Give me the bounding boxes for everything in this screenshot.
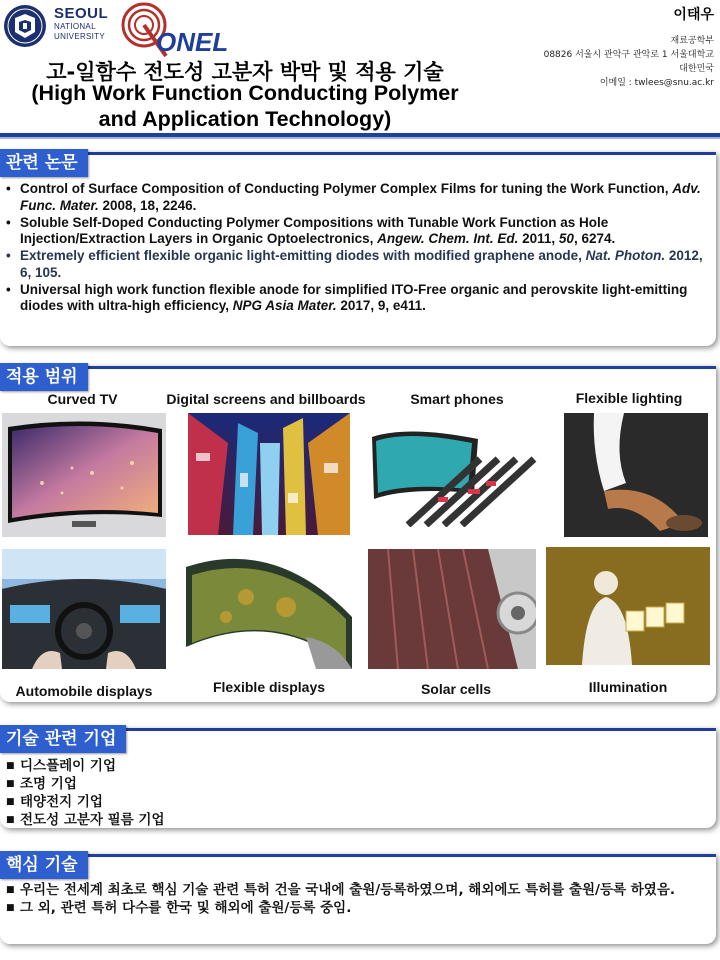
label-flexible-displays: Flexible displays xyxy=(212,679,326,695)
related-companies-section xyxy=(0,728,716,828)
automobile-display-image xyxy=(2,549,166,669)
paper-item: • Extremely efficient flexible organic light-emitting diodes with modified graphene anode, Nat. Photon. 2012, 6, 105. xyxy=(6,248,710,281)
label-smart-phones: Smart phones xyxy=(410,391,504,407)
paper-list xyxy=(6,181,710,315)
contact-email[interactable]: 이메일 : twlees@snu.ac.kr xyxy=(599,78,714,88)
company-item: ■ 디스플레이 기업 xyxy=(6,757,708,775)
core-tech-item: ■ 그 외, 관련 특허 다수를 한국 및 해외에 출원/등록 중임. xyxy=(6,899,708,917)
contact-name: 이태우 xyxy=(673,7,714,23)
label-automobile-displays: Automobile displays xyxy=(15,683,153,699)
flexible-lighting-image xyxy=(564,413,708,537)
company-list xyxy=(6,757,708,829)
paper-item: • Universal high work function flexible anode for simplified ITO-Free organic and perovskite light-emitting diodes with ultra-high efficiency, NPG Asia Mater. 2017, 9, e411. xyxy=(6,282,710,315)
paper-item: • Control of Surface Composition of Conducting Polymer Complex Films for tuning the Work Function, Adv. Func. Mater. 2008, 18, 2246. xyxy=(6,181,710,214)
section-title-papers: 관련 논문 xyxy=(0,149,88,177)
contact-address: 08826 서울시 관악구 관악로 1 서울대학교 xyxy=(543,50,714,60)
label-solar-cells: Solar cells xyxy=(420,681,492,697)
title-korean: 고-일함수 전도성 고분자 박막 및 적용 기술 xyxy=(46,60,444,84)
university-name: SEOUL NATIONAL UNIVERSITY xyxy=(54,5,109,41)
smart-phones-image xyxy=(368,417,548,527)
section-title-companies: 기술 관련 기업 xyxy=(0,725,126,753)
contact-department: 재료공학부 xyxy=(670,36,714,46)
flexible-display-image xyxy=(186,547,352,669)
label-illumination: Illumination xyxy=(588,679,668,695)
label-curved-tv: Curved TV xyxy=(47,391,118,407)
label-digital-screens: Digital screens and billboards xyxy=(166,391,366,407)
company-item: ■ 조명 기업 xyxy=(6,775,708,793)
company-item: ■ 태양전지 기업 xyxy=(6,793,708,811)
contact-block xyxy=(544,4,714,90)
curved-tv-image xyxy=(2,413,166,537)
snu-emblem-icon xyxy=(3,4,47,48)
billboards-image xyxy=(188,413,350,535)
poster-header xyxy=(0,0,720,135)
related-papers-section xyxy=(0,152,716,346)
label-flexible-lighting: Flexible lighting xyxy=(575,390,683,406)
svg-text:ONEL: ONEL xyxy=(156,27,229,57)
core-tech-item: ■ 우리는 전세계 최초로 핵심 기술 관련 특허 건을 국내에 출원/등록하였으며, 해외에도 특허를 출원/등록 하였음. xyxy=(6,881,708,899)
illumination-image xyxy=(546,547,710,665)
solar-cells-image xyxy=(368,549,536,669)
section-title-core: 핵심 기술 xyxy=(0,851,88,879)
company-item: ■ 전도성 고분자 필름 기업 xyxy=(6,811,708,829)
onel-lab-logo xyxy=(120,1,240,57)
applications-section xyxy=(0,366,716,702)
core-tech-list xyxy=(6,881,708,917)
core-technology-section xyxy=(0,854,716,944)
header-divider-light xyxy=(0,137,720,139)
title-english: (High Work Function Conducting Polymer and Application Technology) xyxy=(31,81,459,131)
contact-country: 대한민국 xyxy=(679,64,714,74)
section-title-applications: 적용 범위 xyxy=(0,363,88,391)
paper-item: • Soluble Self-Doped Conducting Polymer Compositions with Tunable Work Function as Hole Injection/Extraction Layers in Organic Optoelectronics, Angew. Chem. Int. Ed. 2011, 50, 6274. xyxy=(6,215,710,248)
